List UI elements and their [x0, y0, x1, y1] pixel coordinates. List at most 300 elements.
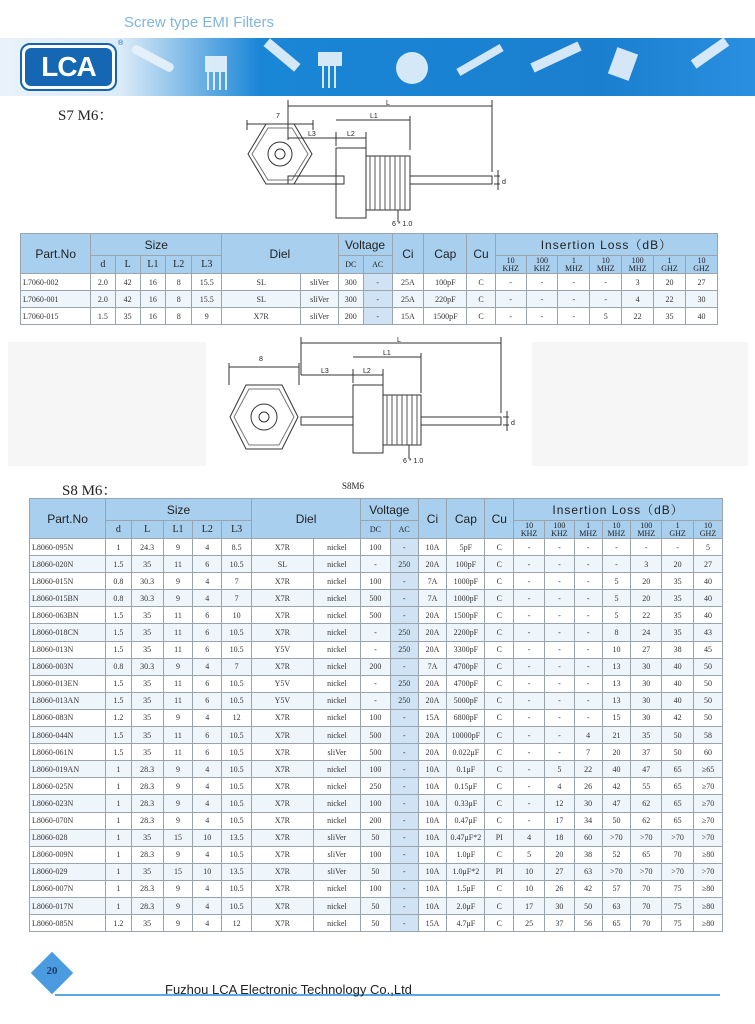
table-cell: 37: [545, 915, 575, 932]
table-cell: nickel: [313, 795, 360, 812]
table-cell: 5pF: [447, 539, 485, 556]
table-cell: 70: [662, 846, 694, 863]
table-cell: 30.3: [131, 590, 163, 607]
frequency-unit: GHZ: [693, 263, 710, 273]
table-cell: 10A: [418, 897, 447, 914]
table-cell: 1.5: [106, 727, 132, 744]
table-cell: 9: [163, 658, 193, 675]
table-cell: 250: [390, 556, 418, 573]
table-cell: nickel: [313, 812, 360, 829]
table-cell: -: [545, 744, 575, 761]
table-cell: 3300pF: [447, 641, 485, 658]
table-cell: -: [602, 539, 631, 556]
table-cell: 10: [193, 829, 222, 846]
s8-sublabel: S8M6: [342, 481, 365, 491]
table-cell: 9: [163, 573, 193, 590]
header-cap: Cap: [447, 499, 485, 539]
frequency-unit: MHZ: [628, 263, 647, 273]
table-cell: X7R: [252, 829, 314, 846]
table-cell: 62: [631, 812, 662, 829]
table-cell: X7R: [222, 308, 301, 325]
table-cell: 30: [631, 675, 662, 692]
table-cell: -: [514, 812, 545, 829]
table-cell: -: [514, 727, 545, 744]
catalog-title: Screw type EMI Filters: [124, 14, 275, 31]
table-cell: -: [574, 675, 602, 692]
table-cell: 6: [193, 692, 222, 709]
table-cell: 200: [361, 812, 391, 829]
table-cell: >70: [694, 863, 723, 880]
header-voltage-sub: DC: [338, 256, 363, 274]
table-cell: 11: [163, 607, 193, 624]
frequency-value: 100: [631, 255, 644, 265]
table-cell: -: [363, 308, 392, 325]
table-cell: 40: [662, 692, 694, 709]
table-cell: 0.8: [106, 573, 132, 590]
part-number-cell: L8060-017N: [30, 897, 106, 914]
table-cell: 9: [163, 846, 193, 863]
table-cell: 20A: [418, 641, 447, 658]
part-number-cell: L8060-095N: [30, 539, 106, 556]
table-cell: nickel: [313, 915, 360, 932]
table-cell: 50: [361, 897, 391, 914]
table-cell: nickel: [313, 539, 360, 556]
table-row: [30, 590, 723, 607]
table-cell: C: [467, 291, 496, 308]
table-cell: 5: [602, 607, 631, 624]
table-cell: -: [363, 274, 392, 291]
table-cell: 16: [140, 274, 165, 291]
left-blank-panel: [8, 342, 206, 466]
dim-length-l3: L3: [321, 368, 329, 375]
table-cell: X7R: [252, 658, 314, 675]
table-cell: 1: [106, 897, 132, 914]
table-cell: C: [485, 846, 514, 863]
table-cell: 15: [163, 863, 193, 880]
table-row: [21, 274, 718, 291]
table-cell: 1.5: [91, 308, 115, 325]
table-cell: 1.2: [106, 915, 132, 932]
table-cell: -: [545, 556, 575, 573]
table-cell: 30: [574, 795, 602, 812]
table-cell: SL: [222, 291, 301, 308]
table-row: [30, 607, 723, 624]
table-cell: sliVer: [301, 274, 338, 291]
table-cell: 42: [574, 880, 602, 897]
part-number-cell: L8060-085N: [30, 915, 106, 932]
table-cell: 0.8: [106, 590, 132, 607]
table-cell: 35: [131, 744, 163, 761]
table-cell: 8: [166, 274, 192, 291]
table-cell: -: [574, 590, 602, 607]
table-cell: -: [363, 291, 392, 308]
table-cell: 5: [514, 846, 545, 863]
part-number-cell: L8060-015N: [30, 573, 106, 590]
table-cell: 10000pF: [447, 727, 485, 744]
table-cell: 10: [514, 880, 545, 897]
table-cell: 28.3: [131, 795, 163, 812]
table-cell: 35: [131, 556, 163, 573]
table-cell: -: [514, 624, 545, 641]
part-number-cell: L8060-013EN: [30, 675, 106, 692]
table-cell: 50: [694, 658, 723, 675]
table-cell: 4: [193, 880, 222, 897]
part-number-cell: L8060-061N: [30, 744, 106, 761]
table-cell: 0.47μF: [447, 812, 485, 829]
table-cell: 25A: [392, 274, 424, 291]
table-cell: X7R: [252, 778, 314, 795]
table-cell: 10.5: [222, 641, 252, 658]
table-cell: -: [574, 556, 602, 573]
table-cell: 10.5: [222, 897, 252, 914]
table-cell: -: [526, 308, 558, 325]
table-cell: 3: [631, 556, 662, 573]
table-cell: C: [485, 556, 514, 573]
table-cell: C: [467, 308, 496, 325]
table-cell: -: [390, 709, 418, 726]
table-cell: C: [485, 692, 514, 709]
table-cell: 10A: [418, 880, 447, 897]
table-cell: 22: [654, 291, 686, 308]
table-row: [30, 863, 723, 880]
table-cell: 100: [361, 795, 391, 812]
table-row: [30, 539, 723, 556]
table-cell: C: [485, 573, 514, 590]
table-cell: 20: [662, 556, 694, 573]
s8-spec-table: [29, 498, 723, 932]
frequency-value: 10: [704, 520, 712, 530]
table-cell: 4700pF: [447, 658, 485, 675]
table-cell: 40: [694, 573, 723, 590]
table-row: [30, 727, 723, 744]
table-cell: 250: [390, 675, 418, 692]
part-number-cell: L7060-002: [21, 274, 91, 291]
table-cell: 10.5: [222, 880, 252, 897]
table-cell: 5: [590, 308, 622, 325]
table-cell: 6800pF: [447, 709, 485, 726]
table-cell: 1: [106, 880, 132, 897]
table-cell: ≥70: [694, 812, 723, 829]
table-cell: -: [514, 778, 545, 795]
dim-diameter-d: d: [511, 420, 515, 427]
table-cell: -: [545, 692, 575, 709]
table-cell: -: [361, 641, 391, 658]
table-cell: 7: [222, 658, 252, 675]
table-cell: -: [514, 590, 545, 607]
table-cell: 15: [602, 709, 631, 726]
table-cell: 28.3: [131, 761, 163, 778]
table-cell: nickel: [313, 607, 360, 624]
registered-mark: ®: [118, 40, 124, 47]
table-cell: C: [485, 795, 514, 812]
table-cell: -: [361, 556, 391, 573]
table-cell: 4: [193, 778, 222, 795]
table-cell: 13.5: [222, 829, 252, 846]
table-cell: C: [485, 607, 514, 624]
frequency-unit: KHZ: [520, 528, 538, 538]
table-cell: 35: [131, 709, 163, 726]
table-cell: 26: [574, 778, 602, 795]
table-cell: 25A: [392, 291, 424, 308]
table-cell: -: [574, 641, 602, 658]
table-cell: 100: [361, 709, 391, 726]
table-cell: 70: [631, 915, 662, 932]
table-cell: 40: [602, 761, 631, 778]
table-cell: X7R: [252, 897, 314, 914]
table-cell: 35: [131, 675, 163, 692]
table-row: [30, 692, 723, 709]
table-cell: 38: [574, 846, 602, 863]
table-cell: 11: [163, 675, 193, 692]
table-cell: sliVer: [313, 744, 360, 761]
table-cell: -: [514, 744, 545, 761]
s8-section-label: S8 M6：: [62, 483, 118, 499]
frequency-value: 1: [667, 255, 672, 265]
table-cell: 20A: [418, 607, 447, 624]
table-cell: 10.5: [222, 556, 252, 573]
header-size-sub: L3: [192, 256, 222, 274]
table-cell: 20A: [418, 675, 447, 692]
table-cell: 27: [631, 641, 662, 658]
table-cell: 12: [222, 709, 252, 726]
part-number-cell: L8060-044N: [30, 727, 106, 744]
table-cell: 11: [163, 692, 193, 709]
table-cell: 500: [361, 744, 391, 761]
table-cell: 15A: [392, 308, 424, 325]
table-row: [30, 675, 723, 692]
frequency-value: 10: [506, 255, 515, 265]
table-cell: 11: [163, 727, 193, 744]
s8-hex-body: [353, 385, 383, 453]
table-cell: -: [361, 624, 391, 641]
table-cell: 1.5: [106, 556, 132, 573]
table-cell: 35: [115, 308, 140, 325]
table-cell: C: [485, 675, 514, 692]
table-cell: 7: [574, 744, 602, 761]
table-cell: 5: [545, 761, 575, 778]
table-cell: 22: [631, 607, 662, 624]
header-frequency: [622, 256, 654, 274]
table-row: [30, 641, 723, 658]
table-cell: C: [485, 624, 514, 641]
table-cell: PI: [485, 863, 514, 880]
header-cu: Cu: [467, 234, 496, 274]
frequency-value: 100: [536, 255, 548, 265]
table-cell: X7R: [252, 915, 314, 932]
table-cell: 43: [694, 624, 723, 641]
table-cell: 75: [662, 880, 694, 897]
table-cell: -: [545, 539, 575, 556]
table-cell: 35: [131, 727, 163, 744]
frequency-unit: MHZ: [579, 528, 598, 538]
table-cell: -: [662, 539, 694, 556]
table-cell: 8.5: [222, 539, 252, 556]
table-cell: C: [485, 915, 514, 932]
table-cell: 1.5: [106, 641, 132, 658]
table-cell: 27: [545, 863, 575, 880]
table-cell: 12: [222, 915, 252, 932]
table-cell: ≥80: [694, 846, 723, 863]
table-cell: >70: [602, 863, 631, 880]
table-cell: 9: [163, 709, 193, 726]
part-number-cell: L8060-003N: [30, 658, 106, 675]
table-cell: nickel: [313, 624, 360, 641]
header-size-sub: L1: [140, 256, 165, 274]
frequency-unit: MHZ: [596, 263, 615, 273]
table-cell: 4: [514, 829, 545, 846]
table-cell: 4: [193, 846, 222, 863]
table-cell: 3: [622, 274, 654, 291]
table-cell: X7R: [252, 590, 314, 607]
table-cell: -: [390, 573, 418, 590]
table-cell: 21: [602, 727, 631, 744]
s8-dimension-drawing: [205, 335, 535, 467]
table-cell: -: [390, 846, 418, 863]
table-cell: 250: [390, 624, 418, 641]
table-cell: >70: [694, 829, 723, 846]
part-number-cell: L8060-013N: [30, 641, 106, 658]
table-cell: sliVer: [313, 863, 360, 880]
table-cell: 35: [662, 624, 694, 641]
table-cell: ≥65: [694, 761, 723, 778]
table-cell: 38: [662, 641, 694, 658]
table-cell: 35: [131, 692, 163, 709]
table-cell: 2.0: [91, 274, 115, 291]
table-cell: 100: [361, 573, 391, 590]
table-cell: C: [467, 274, 496, 291]
table-row: [21, 308, 718, 325]
table-cell: 20: [631, 573, 662, 590]
table-cell: 0.8: [106, 658, 132, 675]
table-row: [30, 709, 723, 726]
table-cell: 55: [631, 778, 662, 795]
table-cell: 30: [631, 692, 662, 709]
table-cell: -: [545, 641, 575, 658]
table-cell: -: [590, 291, 622, 308]
table-cell: -: [545, 709, 575, 726]
table-cell: nickel: [313, 675, 360, 692]
table-cell: 40: [694, 607, 723, 624]
table-cell: -: [390, 761, 418, 778]
table-cell: 50: [694, 675, 723, 692]
part-number-cell: L8060-013AN: [30, 692, 106, 709]
table-cell: -: [574, 539, 602, 556]
table-cell: -: [590, 274, 622, 291]
table-cell: 58: [694, 727, 723, 744]
table-cell: 1000pF: [447, 573, 485, 590]
table-cell: -: [390, 812, 418, 829]
table-cell: 500: [361, 607, 391, 624]
table-cell: 5000pF: [447, 692, 485, 709]
table-cell: 250: [390, 641, 418, 658]
table-cell: -: [558, 308, 590, 325]
table-cell: 5: [694, 539, 723, 556]
header-frequency: [685, 256, 717, 274]
table-cell: -: [495, 291, 526, 308]
table-cell: 35: [131, 915, 163, 932]
table-cell: 70: [631, 897, 662, 914]
table-row: [30, 761, 723, 778]
table-cell: >70: [631, 863, 662, 880]
table-cell: nickel: [313, 573, 360, 590]
table-cell: -: [574, 607, 602, 624]
table-cell: -: [390, 778, 418, 795]
header-frequency: [662, 521, 694, 539]
header-size-sub: d: [91, 256, 115, 274]
table-cell: 50: [361, 915, 391, 932]
table-cell: 1: [106, 829, 132, 846]
table-cell: 13.5: [222, 863, 252, 880]
table-cell: 30.3: [131, 658, 163, 675]
table-cell: C: [485, 880, 514, 897]
table-cell: 4: [193, 795, 222, 812]
table-cell: 28.3: [131, 778, 163, 795]
dim-hex-width: 7: [276, 113, 280, 120]
table-cell: -: [514, 573, 545, 590]
s7-spec-table: [20, 233, 718, 325]
table-cell: 10.5: [222, 846, 252, 863]
s8-hex-nut-front: [230, 385, 298, 449]
table-cell: 6: [193, 556, 222, 573]
table-cell: nickel: [313, 590, 360, 607]
table-cell: ≥80: [694, 880, 723, 897]
table-cell: -: [574, 624, 602, 641]
table-cell: X7R: [252, 727, 314, 744]
table-cell: 4: [193, 590, 222, 607]
table-cell: 4: [545, 778, 575, 795]
table-cell: X7R: [252, 880, 314, 897]
table-cell: 10A: [418, 539, 447, 556]
s7-hex-body: [336, 148, 366, 218]
table-cell: -: [514, 641, 545, 658]
table-cell: 65: [662, 795, 694, 812]
table-cell: -: [545, 607, 575, 624]
table-cell: 11: [163, 556, 193, 573]
table-cell: >70: [602, 829, 631, 846]
table-cell: 35: [131, 607, 163, 624]
table-cell: nickel: [313, 556, 360, 573]
frequency-value: 100: [640, 520, 653, 530]
table-cell: 20: [631, 590, 662, 607]
table-cell: 6: [193, 727, 222, 744]
table-cell: 50: [361, 863, 391, 880]
table-cell: 13: [602, 658, 631, 675]
part-number-cell: L8060-020N: [30, 556, 106, 573]
table-cell: -: [361, 675, 391, 692]
header-voltage-sub: DC: [361, 521, 391, 539]
table-cell: C: [485, 812, 514, 829]
header-frequency: [558, 256, 590, 274]
table-cell: 8: [166, 308, 192, 325]
header-frequency: [602, 521, 631, 539]
header-voltage-sub: AC: [390, 521, 418, 539]
frequency-value: 1: [675, 520, 680, 530]
table-cell: 30: [685, 291, 717, 308]
table-row: [30, 556, 723, 573]
table-cell: 6: [193, 607, 222, 624]
table-cell: 70: [631, 880, 662, 897]
header-frequency: [590, 256, 622, 274]
table-cell: 50: [694, 709, 723, 726]
table-cell: -: [558, 274, 590, 291]
table-cell: 10.5: [222, 744, 252, 761]
dim-thread: 6 * 1.0: [392, 221, 413, 228]
table-cell: X7R: [252, 744, 314, 761]
table-row: [30, 778, 723, 795]
part-number-cell: L8060-083N: [30, 709, 106, 726]
table-cell: 22: [622, 308, 654, 325]
table-cell: 9: [163, 812, 193, 829]
